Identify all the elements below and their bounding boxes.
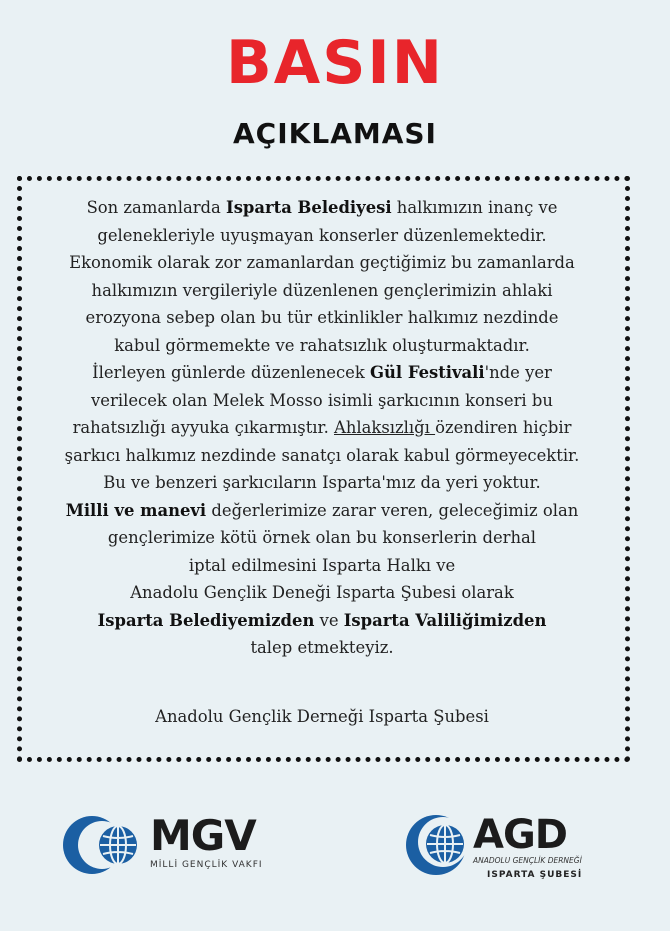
statement-line: şarkıcı halkımız nezdinde sanatçı olarak kabul görmeyecektir. [64, 445, 580, 465]
statement-line: kabul görmemekte ve rahatsızlık oluşturmaktadır. [114, 335, 530, 355]
statement-line: Anadolu Gençlik Deneği Isparta Şubesi olarak [130, 583, 514, 602]
statement-line: rahatsızlığı ayyuka çıkarmıştır. Ahlaksızlığı özendiren hiçbir [72, 418, 572, 437]
statement-line: verilecek olan Melek Mosso isimli şarkıcının konseri bu [91, 390, 553, 410]
page-title: BASIN [226, 28, 444, 98]
statement-line: Milli ve manevi değerlerimize zarar veren, geleceğimiz olan [65, 500, 579, 520]
statement-line: gençlerimize kötü örnek olan bu konserlerin derhal [107, 528, 537, 547]
statement-line: gelenekleriyle uyuşmayan konserler düzenlemektedir. [97, 225, 547, 245]
mgv-wordmark: MGV [150, 811, 256, 860]
mgv-logo [62, 812, 292, 878]
statement-line: Isparta Belediyemizden ve Isparta Valiliğimizden [97, 610, 547, 630]
mgv-subtitle: MİLLİ GENÇLİK VAKFI [150, 860, 263, 870]
agd-branch: ISPARTA ŞUBESİ [487, 870, 583, 880]
statement-line: Ekonomik olarak zor zamanlardan geçtiğimiz bu zamanlarda [69, 253, 575, 272]
crescent-globe-icon [405, 812, 471, 878]
crescent-globe-icon [62, 812, 148, 878]
signature: Anadolu Gençlik Derneği Isparta Şubesi [155, 707, 489, 726]
statement-line: erozyona sebep olan bu tür etkinlikler halkımız nezdinde [85, 308, 559, 327]
statement-line: halkımızın vergileriyle düzenlenen gençlerimizin ahlaki [91, 280, 553, 300]
statement-line: İlerleyen günlerde düzenlenecek Gül Festivali'nde yer [92, 363, 552, 382]
agd-wordmark: AGD [473, 812, 567, 858]
agd-logo [405, 812, 615, 886]
statement-line: Bu ve benzeri şarkıcıların Isparta'mız da yeri yoktur. [103, 473, 541, 492]
statement-line: talep etmekteyiz. [250, 638, 394, 657]
page-subtitle: AÇIKLAMASI [233, 117, 437, 150]
statement-line: Son zamanlarda Isparta Belediyesi halkımızın inanç ve [86, 198, 558, 217]
statement-body [22, 194, 622, 662]
agd-subtitle: ANADOLU GENÇLİK DERNEĞİ [473, 856, 582, 865]
statement-line: iptal edilmesini Isparta Halkı ve [188, 555, 456, 575]
